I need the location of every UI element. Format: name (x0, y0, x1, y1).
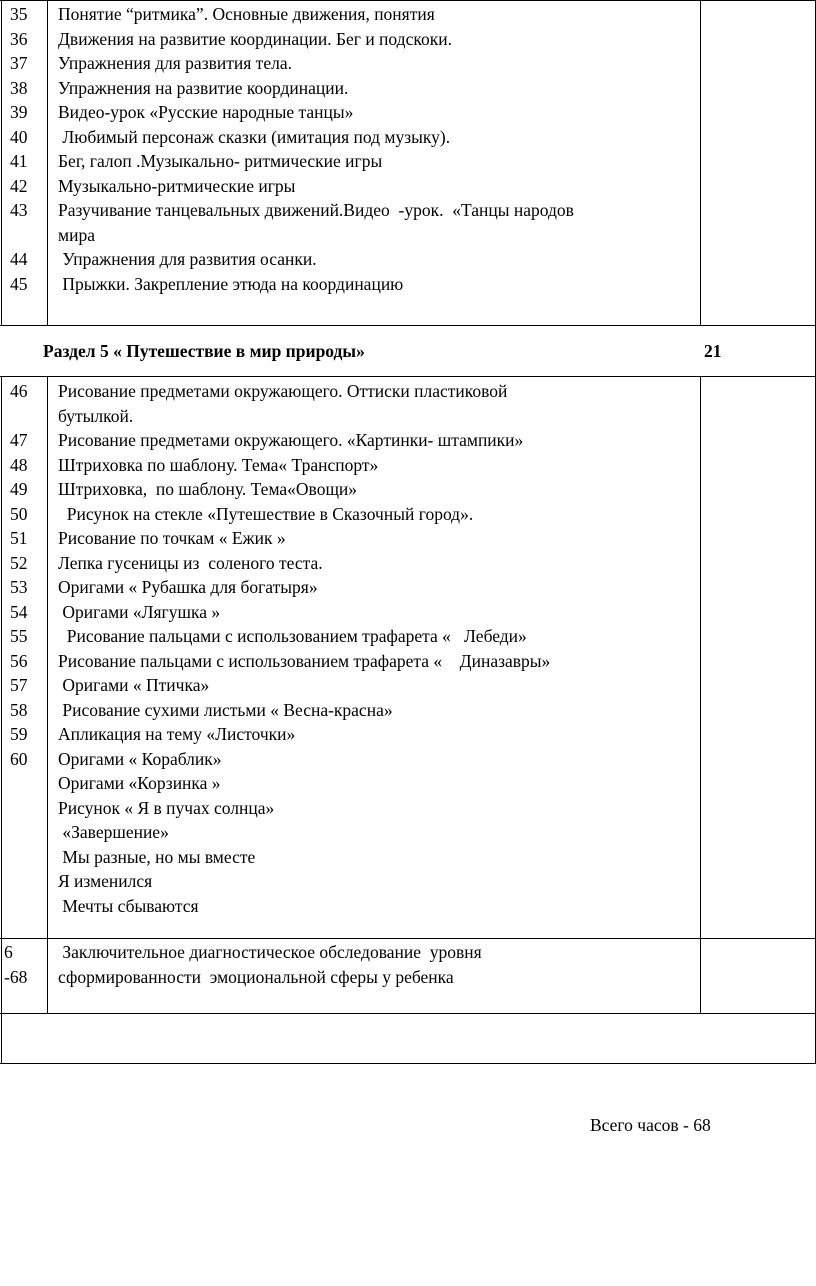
lesson-number: 58 (10, 699, 28, 720)
lesson-topic: Рисование предметами окружающего. Оттиски пластиковой (58, 381, 508, 401)
table-column-divider (47, 939, 48, 1013)
lesson-number: 45 (10, 273, 28, 294)
section-hours: 21 (704, 340, 722, 361)
lesson-number: 40 (10, 126, 28, 147)
lesson-topic-column (58, 379, 698, 918)
table-row-empty (0, 1014, 816, 1064)
lesson-number (10, 223, 44, 248)
lesson-topic: Лепка гусеницы из соленого теста. (58, 552, 323, 573)
total-hours: Всего часов - 68 (590, 1115, 711, 1135)
lesson-topic: Рисование сухими листьми « Весна-красна» (58, 699, 393, 720)
lesson-number: 41 (10, 151, 28, 171)
lesson-topic: Рисование пальцами с использованием трафарета « Лебеди» (58, 626, 527, 646)
lesson-number: 56 (10, 650, 28, 671)
table-column-divider (47, 377, 48, 938)
lesson-topic: Рисунок на стекле «Путешествие в Сказочный город». (58, 503, 474, 524)
lesson-topic: Прыжки. Закрепление этюда на координацию (58, 273, 404, 294)
lesson-topic: Оригами «Лягушка » (58, 601, 221, 622)
lesson-topic: Любимый персонаж сказки (имитация под музыку). (58, 126, 451, 147)
lesson-topic: Штриховка по шаблону. Тема« Транспорт» (58, 454, 379, 475)
lesson-topic: Видео-урок «Русские народные танцы» (58, 102, 354, 122)
lesson-number-column (4, 940, 38, 989)
lesson-topic: Оригами «Корзинка » (58, 773, 221, 793)
lesson-number: 57 (10, 675, 28, 695)
table-border-left (1, 1014, 2, 1063)
table-column-divider (700, 939, 701, 1013)
lesson-topic: Музыкально-ритмические игры (58, 175, 296, 196)
lesson-topic: Мы разные, но мы вместе (58, 846, 256, 867)
lesson-topic: Рисование пальцами с использованием трафарета « Диназавры» (58, 650, 551, 671)
lesson-number: 60 (10, 748, 28, 769)
lesson-topic: Бег, галоп .Музыкально- ритмические игры (58, 151, 383, 171)
lesson-topic: Рисование предметами окружающего. «Картинки- штампики» (58, 430, 524, 450)
lesson-topic-column (58, 940, 698, 989)
lesson-number: 49 (10, 479, 28, 499)
lesson-number: 38 (10, 77, 28, 98)
lesson-number: 54 (10, 601, 28, 622)
lesson-topic: сформированности эмоциональной сферы у ребенка (58, 966, 454, 987)
lesson-number-column (10, 379, 44, 771)
lesson-number: 43 (10, 200, 28, 220)
lesson-number: 52 (10, 552, 28, 573)
lesson-number: 42 (10, 175, 28, 196)
table-border-left (1, 1, 2, 325)
lesson-number: 46 (10, 381, 28, 401)
lesson-number: 35 (10, 4, 28, 24)
lesson-topic: Рисунок « Я в пучах солнца» (58, 797, 275, 818)
lesson-topic-column (58, 2, 698, 296)
table-border-left (1, 939, 2, 1013)
lesson-number: 50 (10, 503, 28, 524)
lesson-number: 44 (10, 249, 28, 269)
lesson-number: 47 (10, 430, 28, 450)
lesson-number (10, 404, 44, 429)
lesson-number: 55 (10, 626, 28, 646)
table-column-divider (47, 1, 48, 325)
lesson-topic: Заключительное диагностическое обследование уровня (58, 942, 482, 962)
lesson-topic: Упражнения на развитие координации. (58, 77, 349, 98)
table-column-divider (700, 1, 701, 325)
lesson-topic: Оригами « Кораблик» (58, 748, 222, 769)
lesson-number: 59 (10, 724, 28, 744)
lesson-topic: Разучивание танцевальных движений.Видео -урок. «Танцы народов (58, 200, 574, 220)
lesson-number: 6 (4, 942, 13, 962)
section-header-row (0, 326, 816, 377)
table-row-lessons-35-45 (0, 0, 816, 326)
lesson-number: -68 (4, 966, 28, 987)
lesson-topic: Мечты сбываются (58, 895, 199, 916)
lesson-number: 48 (10, 454, 28, 475)
lesson-number: 39 (10, 102, 28, 122)
table-row-lessons-46-60 (0, 377, 816, 939)
lesson-number-column (10, 2, 44, 296)
lesson-topic: Движения на развитие координации. Бег и подскоки. (58, 28, 452, 49)
lesson-topic: Оригами « Рубашка для богатыря» (58, 577, 318, 597)
lesson-topic: бутылкой. (58, 405, 134, 426)
lesson-topic: «Завершение» (58, 822, 169, 842)
lesson-number: 36 (10, 28, 28, 49)
section-title: Раздел 5 « Путешествие в мир природы» (43, 340, 365, 361)
lesson-topic: Рисование по точкам « Ежик » (58, 528, 286, 548)
table-row-final-diagnostic (0, 939, 816, 1014)
lesson-topic: мира (58, 224, 95, 245)
table-border-left (1, 377, 2, 938)
lesson-number: 37 (10, 53, 28, 73)
lesson-number: 53 (10, 577, 28, 597)
lesson-number: 51 (10, 528, 28, 548)
lesson-topic: Упражнения для развития тела. (58, 53, 292, 73)
lesson-topic: Понятие “ритмика”. Основные движения, понятия (58, 4, 435, 24)
lesson-topic: Апликация на тему «Листочки» (58, 724, 296, 744)
lesson-topic: Я изменился (58, 871, 153, 891)
lesson-topic: Оригами « Птичка» (58, 675, 210, 695)
table-column-divider (700, 377, 701, 938)
lesson-topic: Штриховка, по шаблону. Тема«Овощи» (58, 479, 358, 499)
lesson-topic: Упражнения для развития осанки. (58, 249, 317, 269)
